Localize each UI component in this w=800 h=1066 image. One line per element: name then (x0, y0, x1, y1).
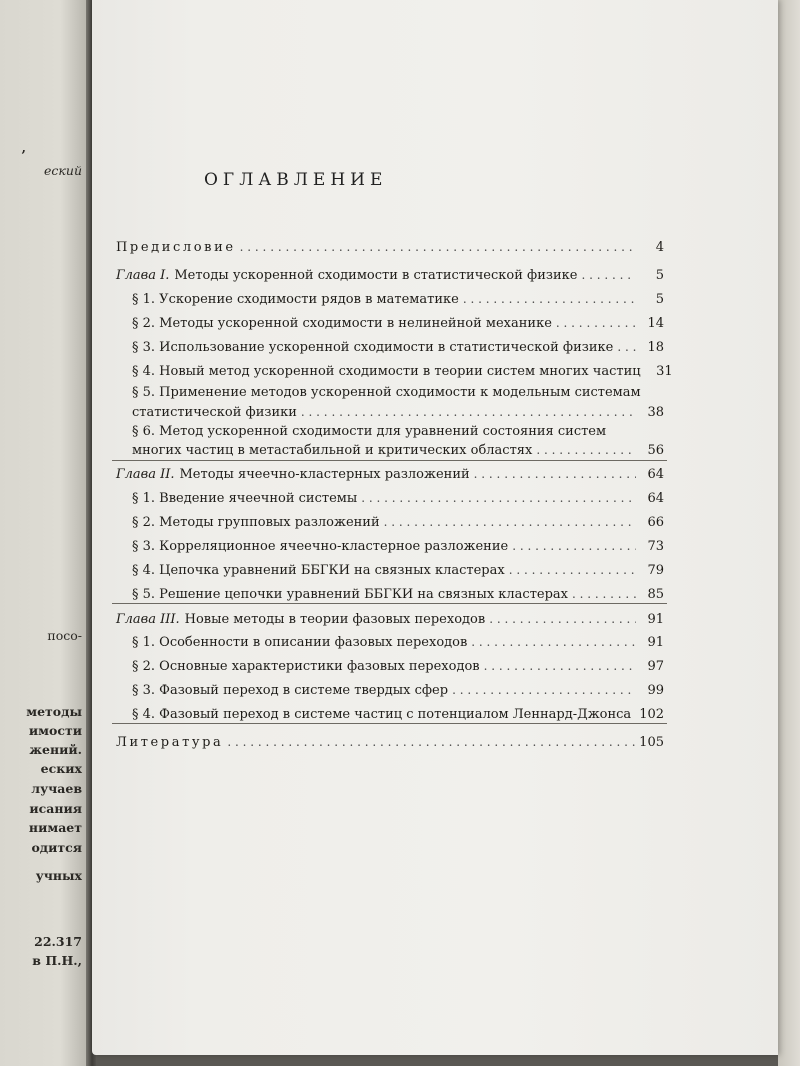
toc-section (132, 683, 664, 698)
chapter-title: Новые методы в теории фазовых переходов (184, 612, 486, 627)
divider (112, 603, 667, 604)
dot-leader (301, 405, 636, 419)
toc-section (132, 405, 664, 420)
toc-page-number: 4 (655, 240, 664, 255)
toc-page-number: 66 (647, 515, 664, 530)
dot-leader (240, 240, 636, 254)
section-label-continued: статистической физики (132, 405, 297, 420)
dot-leader (361, 491, 636, 505)
toc-section (132, 316, 664, 331)
dot-leader (384, 515, 636, 529)
left-page-fragment: жений. (29, 742, 82, 757)
dot-leader (452, 683, 636, 697)
section-label: § 4. Цепочка уравнений ББГКИ на связных кластерах (132, 563, 505, 578)
toc-page-number: 18 (647, 340, 664, 355)
table-edge (778, 0, 800, 1066)
divider (112, 460, 667, 461)
toc-section (132, 491, 664, 506)
toc-page-number: 14 (647, 316, 664, 331)
toc-page-number: 73 (647, 539, 664, 554)
page-title: ОГЛАВЛЕНИЕ (204, 170, 388, 190)
toc-entry-label: Литература (116, 735, 224, 750)
dot-leader (227, 735, 635, 749)
toc-entry-chapter-2 (116, 467, 664, 482)
section-label: § 5. Применение методов ускоренной сходимости к модельным системам (132, 385, 641, 400)
dot-leader (572, 587, 636, 601)
toc-section (132, 587, 664, 602)
toc-section (132, 707, 664, 722)
chapter-label: Глава III. (116, 612, 180, 627)
left-page-fragment: в П.Н., (32, 953, 82, 968)
section-label: § 2. Методы групповых разложений (132, 515, 380, 530)
chapter-label: Глава I. (116, 268, 170, 283)
dot-leader (474, 467, 636, 481)
toc-entry-chapter-3 (116, 612, 664, 627)
section-label: § 6. Метод ускоренной сходимости для уравнений состояния систем (132, 424, 607, 439)
toc-page-number: 31 (656, 364, 673, 379)
left-page-fragment: учных (35, 868, 82, 883)
chapter-title: Методы ячеечно-кластерных разложений (179, 467, 470, 482)
section-label: § 1. Ускорение сходимости рядов в математике (132, 292, 459, 307)
section-label: § 3. Использование ускоренной сходимости в статистической физике (132, 340, 614, 355)
left-page-fragment: 22.317 (34, 934, 82, 949)
toc-page-number: 91 (647, 612, 664, 627)
left-page-fragment: , (21, 140, 26, 155)
dot-leader (536, 443, 636, 457)
toc-section (132, 364, 673, 379)
left-page-fragment: лучаев (31, 781, 82, 796)
chapter-title: Методы ускоренной сходимости в статистической физике (174, 268, 578, 283)
left-page-fragment: исания (29, 801, 82, 816)
section-label: § 1. Особенности в описании фазовых переходов (132, 635, 468, 650)
dot-leader (463, 292, 636, 306)
dot-leader (484, 659, 636, 673)
left-page-fragment: еских (40, 761, 82, 776)
toc-entry-chapter-1 (116, 268, 664, 283)
toc-page-number: 56 (647, 443, 664, 458)
toc-page-number: 102 (639, 707, 665, 722)
toc-page-number: 105 (639, 735, 664, 750)
dot-leader (617, 340, 636, 354)
section-label: § 2. Основные характеристики фазовых переходов (132, 659, 480, 674)
section-label-continued: многих частиц в метастабильной и критических областях (132, 443, 533, 458)
left-page-fragment: еский (44, 163, 82, 178)
left-page-fragment: посо- (47, 628, 82, 643)
toc-page-number: 64 (647, 467, 664, 482)
section-label: § 2. Методы ускоренной сходимости в нелинейной механике (132, 316, 552, 331)
toc-page-number: 38 (647, 405, 664, 420)
toc-section (132, 563, 664, 578)
toc-section (132, 443, 664, 458)
toc-section (132, 635, 664, 650)
left-page-fragment: методы (26, 704, 82, 719)
toc-page-number: 79 (647, 563, 664, 578)
divider (112, 723, 667, 724)
dot-leader (556, 316, 636, 330)
toc-page-number: 85 (647, 587, 664, 602)
dot-leader (581, 268, 636, 282)
section-label: § 3. Корреляционное ячеечно-кластерное разложение (132, 539, 509, 554)
section-label: § 1. Введение ячеечной системы (132, 491, 358, 506)
toc-page-number: 5 (655, 268, 664, 283)
toc-page-number: 91 (647, 635, 664, 650)
toc-entry-literature (116, 735, 664, 750)
toc-entry-preface (116, 240, 664, 255)
toc-section (132, 292, 664, 307)
chapter-label: Глава II. (116, 467, 175, 482)
toc-entry-label: Предисловие (116, 240, 236, 255)
dot-leader (471, 635, 636, 649)
left-page-fragment: нимает (28, 820, 82, 835)
dot-leader (489, 612, 636, 626)
dot-leader (512, 539, 636, 553)
toc-page-number: 99 (647, 683, 664, 698)
section-label: § 4. Фазовый переход в системе частиц с потенциалом Леннард-Джонса (132, 707, 632, 722)
left-page-fragment: имости (28, 723, 82, 738)
toc-page-number: 64 (647, 491, 664, 506)
toc-section (132, 659, 664, 674)
toc-page-number: 5 (655, 292, 664, 307)
toc-section (132, 340, 664, 355)
toc-page-number: 97 (647, 659, 664, 674)
section-label: § 5. Решение цепочки уравнений ББГКИ на связных кластерах (132, 587, 568, 602)
left-facing-page (0, 0, 86, 1066)
toc-section (132, 539, 664, 554)
dot-leader (509, 563, 636, 577)
left-page-fragment: одится (31, 840, 82, 855)
toc-section (132, 515, 664, 530)
section-label: § 3. Фазовый переход в системе твердых сфер (132, 683, 449, 698)
section-label: § 4. Новый метод ускоренной сходимости в теории систем многих частиц (132, 364, 641, 379)
